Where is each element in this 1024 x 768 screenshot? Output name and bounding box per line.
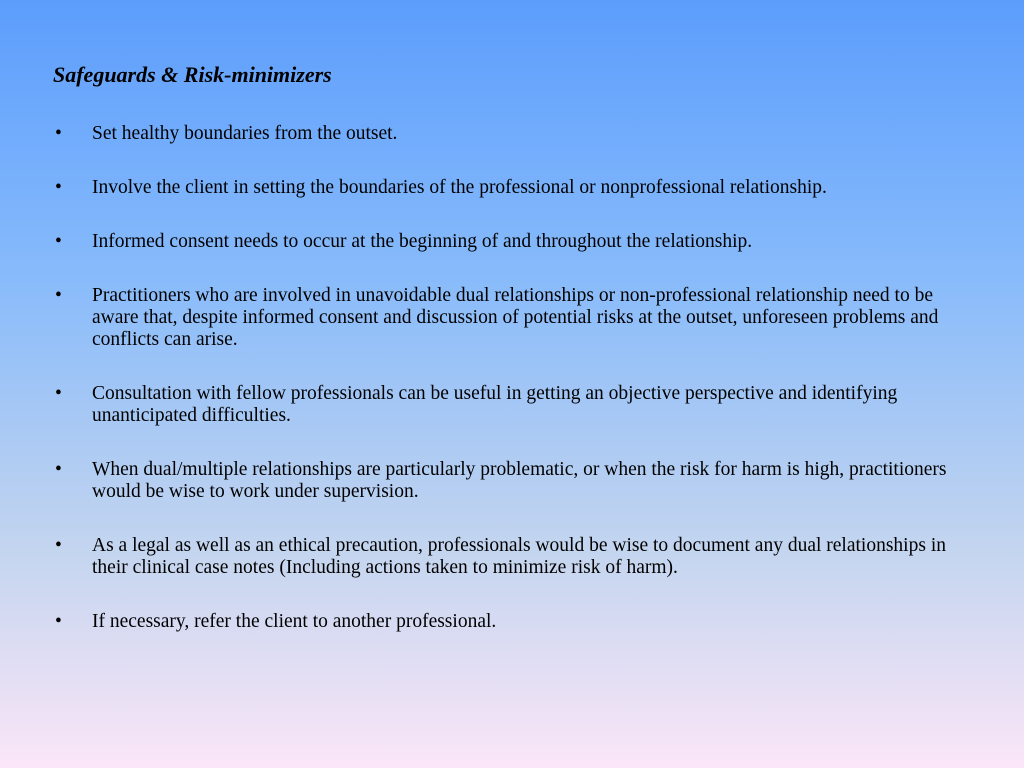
- bullet-dot: •: [55, 383, 62, 404]
- bullet-item: [0, 285, 962, 351]
- bullet-item: [0, 535, 962, 579]
- bullet-item: [0, 177, 962, 199]
- bullet-text: Informed consent needs to occur at the beginning of and throughout the relationship.: [92, 231, 753, 252]
- slide-title: Safeguards & Risk-minimizers: [53, 62, 332, 87]
- bullet-item: [0, 123, 962, 145]
- bullet-text: Practitioners who are involved in unavoidable dual relationships or non-professional relationship need to be aware that, despite informed consent and discussion of potential risks at the outset, unforeseen problems and conflicts can arise.: [92, 285, 939, 350]
- bullet-item: [0, 611, 962, 633]
- bullet-text: Involve the client in setting the boundaries of the professional or nonprofessional relationship.: [92, 177, 827, 198]
- bullet-item: [0, 231, 962, 253]
- bullet-text: If necessary, refer the client to another professional.: [92, 611, 497, 632]
- bullet-dot: •: [55, 123, 62, 144]
- bullet-dot: •: [55, 285, 62, 306]
- bullet-dot: •: [55, 535, 62, 556]
- bullet-dot: •: [55, 231, 62, 252]
- bullet-text: Set healthy boundaries from the outset.: [92, 123, 398, 144]
- bullet-text: As a legal as well as an ethical precaution, professionals would be wise to document any dual relationships in their clinical case notes (Including actions taken to minimize risk of harm).: [92, 535, 946, 578]
- bullet-dot: •: [55, 611, 62, 632]
- bullet-text: Consultation with fellow professionals can be useful in getting an objective perspective and identifying unanticipated difficulties.: [92, 383, 898, 426]
- bullet-text: When dual/multiple relationships are particularly problematic, or when the risk for harm is high, practitioners would be wise to work under supervision.: [92, 459, 947, 502]
- bullet-dot: •: [55, 177, 62, 198]
- bullet-item: [0, 383, 962, 427]
- bullet-item: [0, 459, 962, 503]
- bullet-dot: •: [55, 459, 62, 480]
- bullet-list: [0, 123, 1024, 665]
